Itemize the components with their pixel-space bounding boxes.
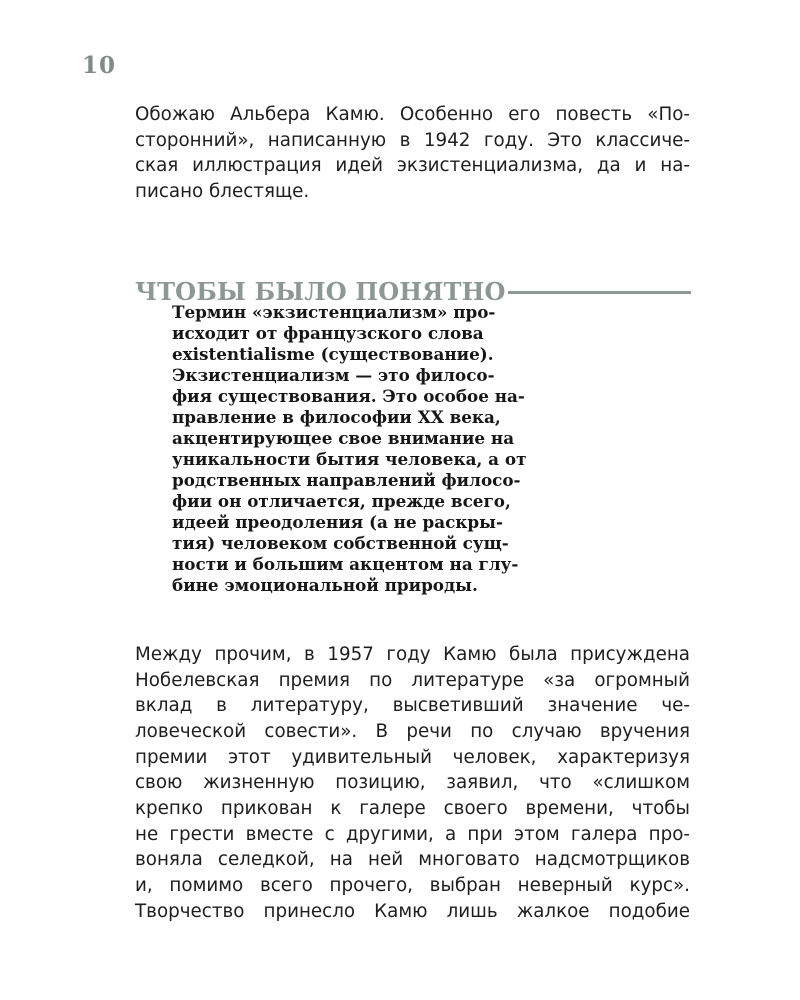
sidebar-line: родственных направлений филосо- <box>172 470 521 490</box>
sidebar-line: тия) человеком собственной сущ- <box>172 533 509 553</box>
text-line: сторонний», написанную в 1942 году. Это классиче- <box>135 130 690 151</box>
sidebar-line: идеей преодоления (а не раскры- <box>172 512 503 532</box>
text-line: ловеческой совести». В речи по случаю вручения <box>135 721 690 742</box>
text-line: ская иллюстрация идей экзистенциализма, да и на- <box>135 155 690 176</box>
text-line: Творчество принесло Камю лишь жалкое подобие <box>135 901 690 922</box>
sidebar-heading-title: ЧТОБЫ БЫЛО ПОНЯТНО <box>135 276 506 306</box>
text-line: Между прочим, в 1957 году Камю была присуждена <box>135 644 690 665</box>
text-line: вклад в литературу, высветивший значение че- <box>135 695 690 716</box>
sidebar-line: уникальности бытия человека, а от <box>172 449 527 469</box>
text-line: и, помимо всего прочего, выбран неверный курс». <box>135 875 690 896</box>
sidebar-heading-rule <box>508 291 691 294</box>
sidebar-line: ности и большим акцентом на глу- <box>172 554 519 574</box>
text-line: воняла селедкой, на ней многовато надсмотрщиков <box>135 849 690 870</box>
text-line: писано блестяще. <box>135 181 310 202</box>
text-line: Нобелевская премия по литературе «за огромный <box>135 670 690 691</box>
sidebar-line: исходит от французского слова <box>172 323 484 343</box>
sidebar-line: Термин «экзистенциализм» про- <box>172 302 496 322</box>
sidebar-line: бине эмоциональной природы. <box>172 575 478 595</box>
text-line: не грести вместе с другими, а при этом галера про- <box>135 824 690 845</box>
sidebar-line: Экзистенциализм — это филосо- <box>172 365 495 385</box>
sidebar-line: акцентирующее свое внимание на <box>172 428 515 448</box>
text-line: свою жизненную позицию, заявил, что «слишком <box>135 772 690 793</box>
sidebar-line: existentialisme (существование). <box>172 344 494 364</box>
sidebar-line: фии он отличается, прежде всего, <box>172 491 511 511</box>
text-line: Обожаю Альбера Камю. Особенно его повесть «По- <box>135 104 690 125</box>
sidebar-line: правление в философии XX века, <box>172 407 501 427</box>
sidebar-line: фия существования. Это особое на- <box>172 386 525 406</box>
text-line: крепко прикован к галере своего времени, чтобы <box>135 798 690 819</box>
page-number: 10 <box>82 52 117 79</box>
text-line: премии этот удивительный человек, характеризуя <box>135 747 690 768</box>
